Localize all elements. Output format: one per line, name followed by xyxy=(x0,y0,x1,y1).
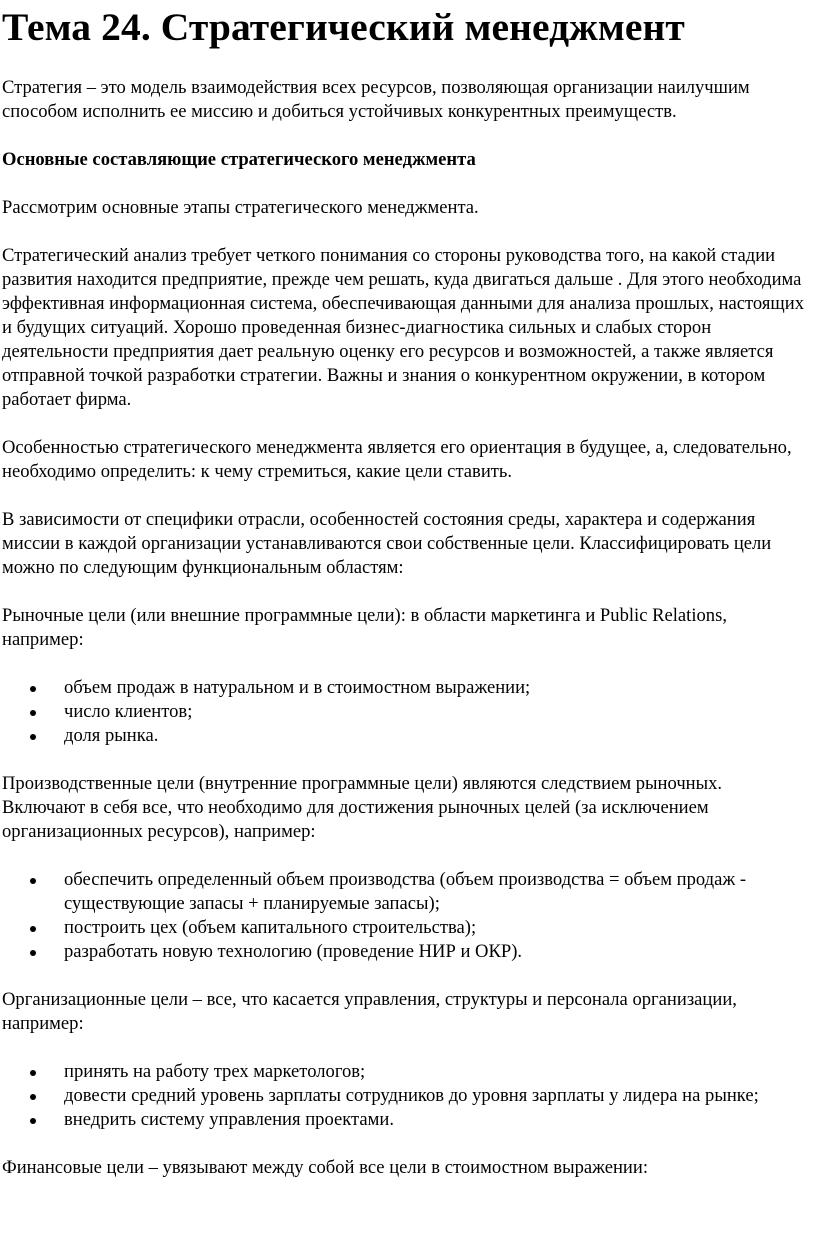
bullet-icon xyxy=(30,950,36,956)
list-item-text: разработать новую технологию (проведение НИР и ОКР). xyxy=(64,941,523,962)
market-goals-list xyxy=(2,676,806,748)
organizational-goals-list xyxy=(2,1060,806,1132)
list-item-text: обеспечить определенный объем производства (объем производства = объем продаж - существующие запасы + планируемые запасы); xyxy=(64,869,747,914)
list-item-text: число клиентов; xyxy=(64,701,193,722)
page-title: Тема 24. Стратегический менеджмент xyxy=(2,5,685,49)
analysis-paragraph: Стратегический анализ требует четкого понимания со стороны руководства того, на какой стадии развития находится предприятие, прежде чем решать, куда двигаться дальше . Для этого необходима эффективная информационная система, обеспечивающая данными для анализа прошлых, настоящих и будущих ситуаций. Хорошо проведенная бизнес-диагностика сильных и слабых сторон деятельности предприятия дает реальную оценку его ресурсов и возможностей, а также является отправной точкой разработки стратегии. Важны и знания о конкурентном окружении, в котором работает фирма. xyxy=(2,245,804,410)
bullet-icon xyxy=(30,710,36,716)
bullet-icon xyxy=(30,1118,36,1124)
list-item xyxy=(2,940,806,964)
organizational-goals-paragraph: Организационные цели – все, что касается управления, структуры и персонала организации, например: xyxy=(2,989,737,1034)
list-item xyxy=(2,724,806,748)
bullet-icon xyxy=(30,926,36,932)
bullet-icon xyxy=(30,734,36,740)
bullet-icon xyxy=(30,686,36,692)
bullet-icon xyxy=(30,878,36,884)
production-goals-paragraph: Производственные цели (внутренние программные цели) являются следствием рыночных. Включают в себя все, что необходимо для достижения рыночных целей (за исключением организационных ресурсов), например: xyxy=(2,773,723,842)
list-item-text: доля рынка. xyxy=(64,725,159,746)
list-item xyxy=(2,1060,806,1084)
section-heading: Основные составляющие стратегического менеджмента xyxy=(2,149,476,170)
list-item xyxy=(2,1108,806,1132)
list-item xyxy=(2,868,806,916)
goals-classification-paragraph: В зависимости от специфики отрасли, особенностей состояния среды, характера и содержания миссии в каждой организации устанавливаются свои собственные цели. Классифицировать цели можно по следующим функциональным областям: xyxy=(2,509,772,578)
list-item xyxy=(2,676,806,700)
list-item-text: довести средний уровень зарплаты сотрудников до уровня зарплаты у лидера на рынке; xyxy=(64,1085,759,1106)
market-goals-paragraph: Рыночные цели (или внешние программные цели): в области маркетинга и Public Relations, например: xyxy=(2,605,727,650)
bullet-icon xyxy=(30,1070,36,1076)
bullet-icon xyxy=(30,1094,36,1100)
list-item xyxy=(2,916,806,940)
list-item-text: внедрить систему управления проектами. xyxy=(64,1109,394,1130)
list-item xyxy=(2,700,806,724)
list-item-text: объем продаж в натуральном и в стоимостном выражении; xyxy=(64,677,531,698)
production-goals-list xyxy=(2,868,806,964)
list-item-text: построить цех (объем капитального строительства); xyxy=(64,917,477,938)
intro-paragraph: Стратегия – это модель взаимодействия всех ресурсов, позволяющая организации наилучшим способом исполнить ее миссию и добиться устойчивых конкурентных преимуществ. xyxy=(2,77,750,122)
list-item xyxy=(2,1084,806,1108)
list-item-text: принять на работу трех маркетологов; xyxy=(64,1061,366,1082)
stages-paragraph: Рассмотрим основные этапы стратегического менеджмента. xyxy=(2,197,479,218)
financial-goals-paragraph: Финансовые цели – увязывают между собой все цели в стоимостном выражении: xyxy=(2,1157,648,1178)
future-orientation-paragraph: Особенностью стратегического менеджмента является его ориентация в будущее, а, следовательно, необходимо определить: к чему стремиться, какие цели ставить. xyxy=(2,437,792,482)
